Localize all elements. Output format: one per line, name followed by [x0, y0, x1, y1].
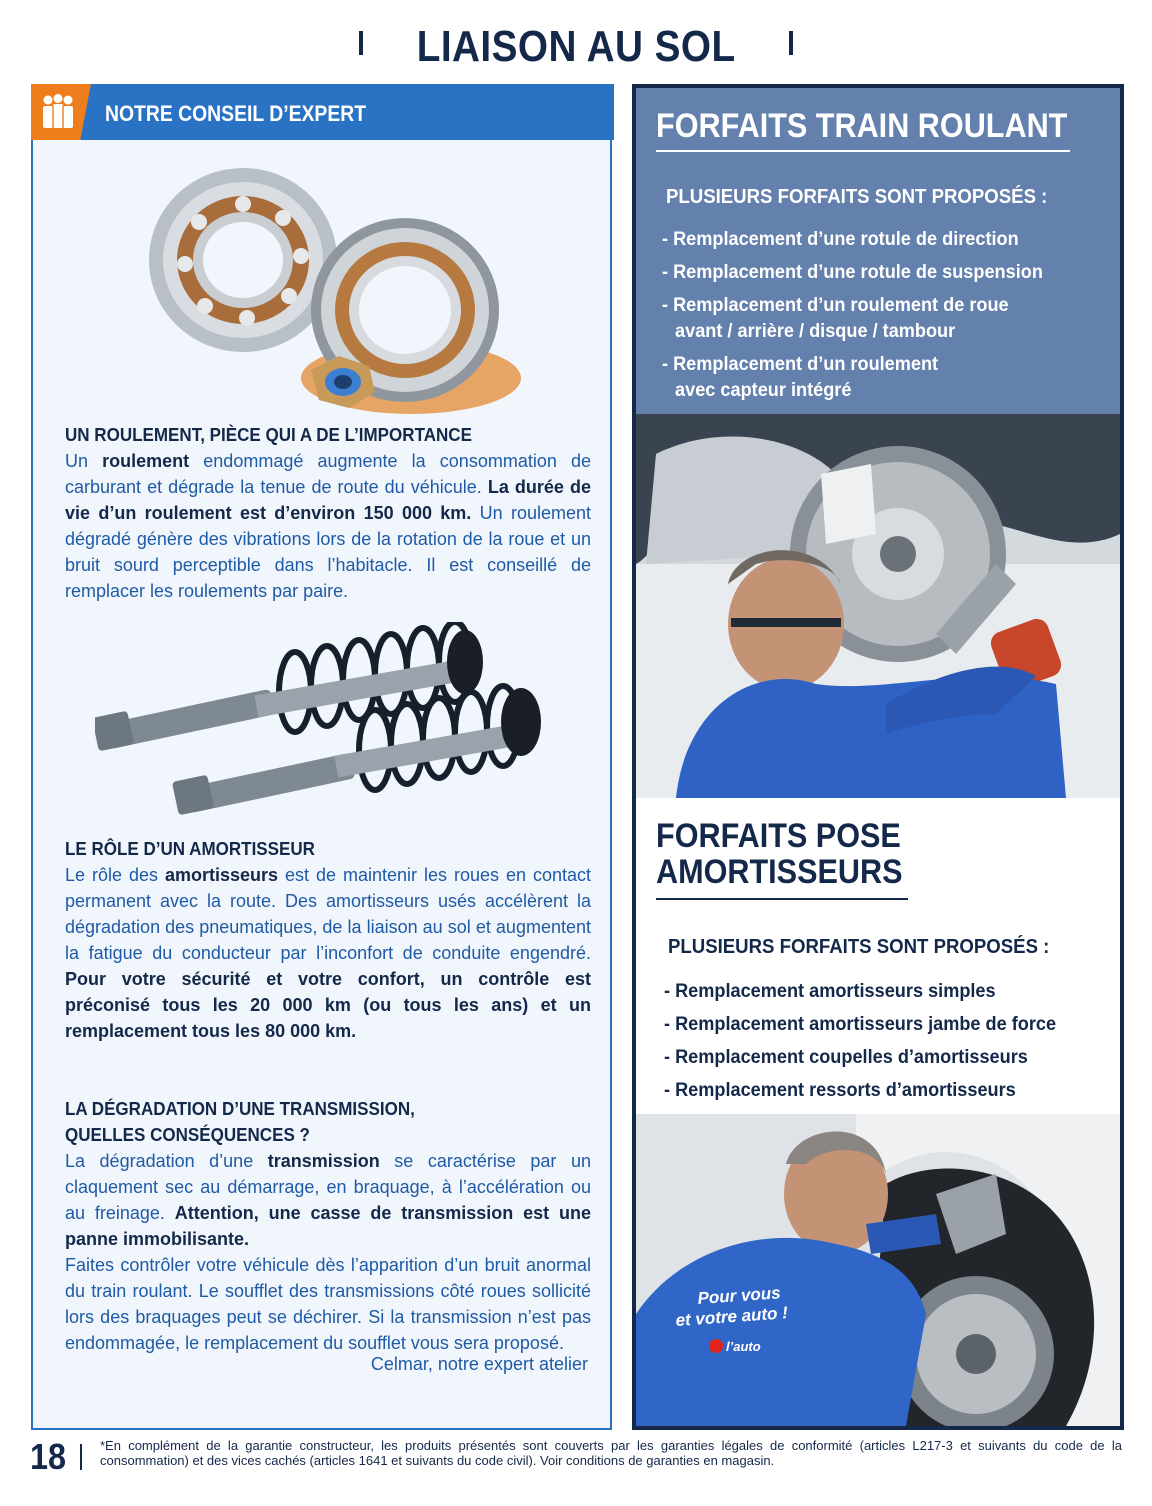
section-roulement-text: Un roulement endommagé augmente la consommation de carburant et dégrade la tenue de route du véhicule. La durée de vie d’un roulement est d’environ 150 000 km. Un roulement dégradé génère des vibrations lors de la rotation de la roue et un bruit sourd perceptible dans l’habitacle. Il est conseillé de remplacer les roulements par paire. — [65, 451, 591, 601]
expert-banner-title: NOTRE CONSEIL D’EXPERT — [105, 101, 367, 126]
forfaits-amort-list — [664, 978, 1086, 1103]
people-group-icon — [39, 94, 77, 130]
list-item: - Remplacement coupelles d’amortisseurs — [664, 1046, 1028, 1068]
forfaits-train-rule — [656, 150, 1070, 152]
brand-logo-icon — [709, 1339, 723, 1353]
page-header — [0, 22, 1152, 72]
expert-signature: Celmar, notre expert atelier — [370, 1354, 588, 1374]
section-roulement-heading: UN ROULEMENT, PIÈCE QUI A DE L’IMPORTANCE — [65, 424, 472, 445]
wheel-bearings-image — [143, 160, 523, 414]
list-item: - Remplacement d’une rotule de suspension — [662, 261, 1043, 283]
page-number: 18 — [30, 1436, 67, 1477]
section-transmission — [65, 1096, 591, 1356]
list-item: - Remplacement d’un roulement de roue avant / arrière / disque / tambour — [662, 294, 1009, 342]
mechanic-shock-photo — [636, 1114, 1120, 1426]
forfaits-amort-title-2: AMORTISSEURS — [656, 853, 903, 891]
forfaits-train-subtitle: PLUSIEURS FORFAITS SONT PROPOSÉS : — [666, 186, 1048, 208]
expert-banner — [31, 84, 614, 140]
expert-advice-panel — [31, 84, 612, 1430]
page-title: LIAISON AU SOL — [416, 22, 736, 71]
section-transmission-text: La dégradation d’une transmission se caractérise par un claquement sec au démarrage, en braquage, à l’accélération ou au freinage. Attention, une casse de transmission est une panne immobilisante. — [65, 1151, 591, 1249]
section-transmission-heading-2: QUELLES CONSÉQUENCES ? — [65, 1124, 310, 1145]
forfaits-train-title: FORFAITS TRAIN ROULANT — [656, 107, 1068, 145]
section-amortisseur-text: Le rôle des amortisseurs est de maintenir les roues en contact permanent avec la route. Des amortisseurs usés accélèrent la dégradation des pneumatiques, de la liaison au sol et augmentent la fatigue du conducteur par l’inconfort de conduite engendré. Pour votre sécurité et votre confort, un contrôle est préconisé tous les 20 000 km (ou tous les ans) et un remplacement tous les 80 000 km. — [65, 865, 592, 1041]
shock-absorbers-image — [95, 622, 555, 822]
section-amortisseur-heading: LE RÔLE D’UN AMORTISSEUR — [65, 838, 315, 859]
shirt-slogan-1: Pour vous — [696, 1283, 782, 1308]
list-item: - Remplacement amortisseurs jambe de force — [664, 1013, 1057, 1035]
list-item: - Remplacement amortisseurs simples — [664, 980, 996, 1002]
section-amortisseur — [65, 836, 591, 1044]
forfaits-train-list — [662, 226, 1072, 403]
legal-footnote: *En complément de la garantie constructeur, les produits présentés sont couverts par les garanties légales de conformité (articles L217-3 et suivants du code de la consommation) et des vices cachés (articles 1641 et suivants du code civil). Voir conditions de garanties en magasin. — [100, 1438, 1122, 1468]
forfaits-train-box — [636, 88, 1120, 414]
forfaits-amort-box — [636, 798, 1120, 1114]
section-transmission-text-2: Faites contrôler votre véhicule dès l’apparition d’un bruit anormal du train roulant. Le soufflet des transmissions côté roues sollicité lors des braquages peut se déchirer. Si la transmission n’est pas endommagée, le remplacement du soufflet vous sera proposé. — [65, 1255, 591, 1353]
forfaits-amort-rule — [656, 898, 908, 900]
header-bar-right — [789, 31, 793, 55]
list-item: - Remplacement d’une rotule de direction — [662, 228, 1019, 250]
mechanic-brake-photo — [636, 414, 1120, 798]
header-bar-left — [359, 31, 363, 55]
list-item: - Remplacement ressorts d’amortisseurs — [664, 1079, 1016, 1101]
forfaits-amort-title-1: FORFAITS POSE — [656, 817, 901, 855]
shirt-slogan-2: et votre auto ! — [674, 1303, 789, 1330]
page-number-bar — [80, 1444, 82, 1470]
forfaits-panel — [632, 84, 1124, 1430]
section-roulement — [65, 422, 591, 604]
list-item: - Remplacement d’un roulement avec capteur intégré — [662, 353, 939, 401]
brand-name: l’auto — [726, 1339, 761, 1354]
expert-badge — [31, 84, 91, 140]
forfaits-amort-subtitle: PLUSIEURS FORFAITS SONT PROPOSÉS : — [668, 936, 1050, 958]
section-transmission-heading-1: LA DÉGRADATION D’UNE TRANSMISSION, — [65, 1098, 415, 1119]
